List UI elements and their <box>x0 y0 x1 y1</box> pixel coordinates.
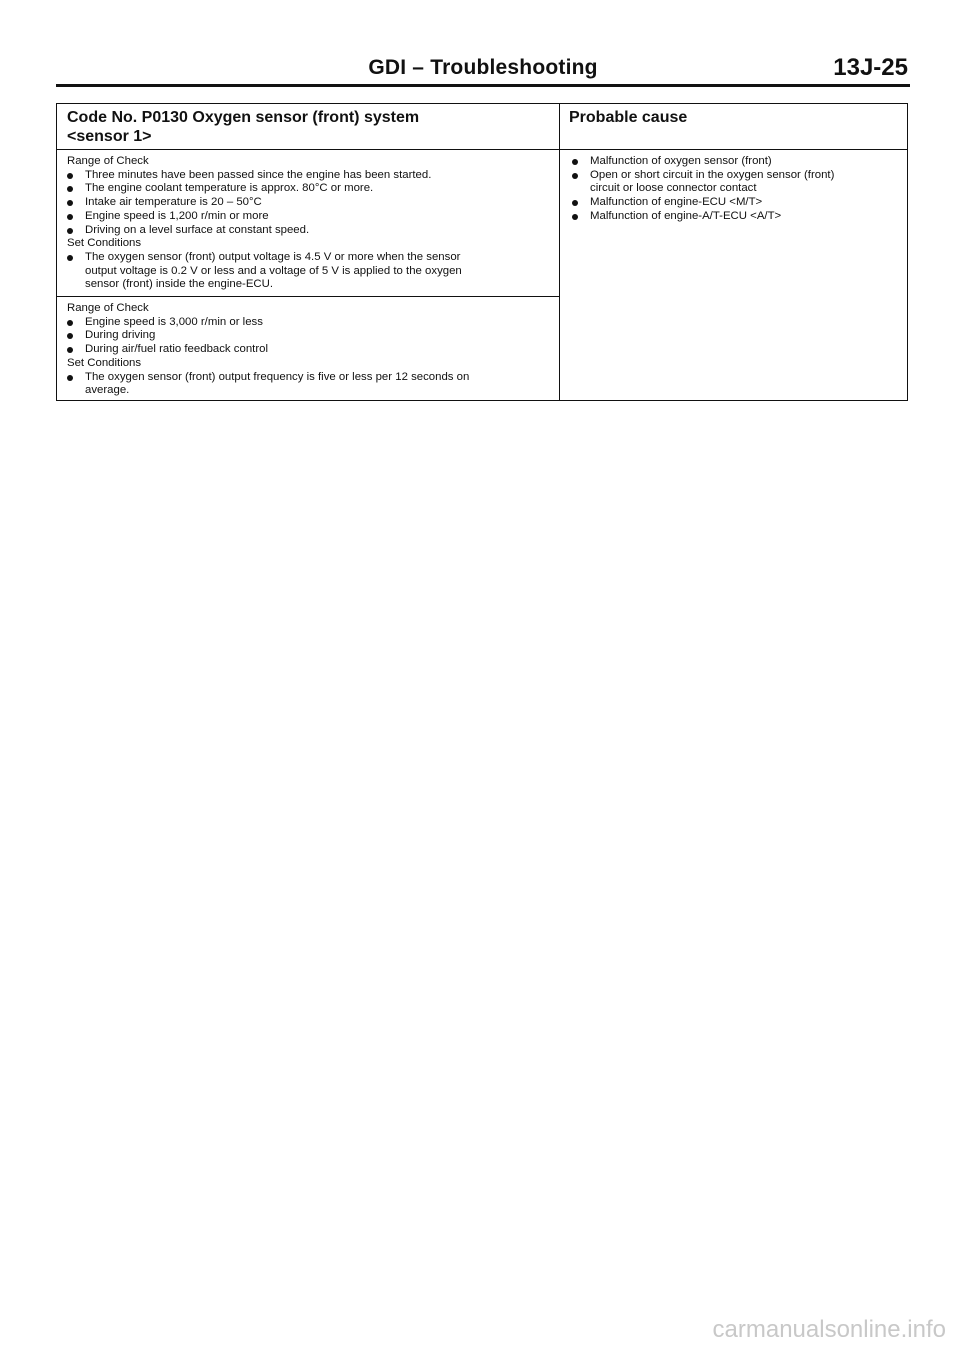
section-divider <box>57 296 559 297</box>
bullet-icon <box>67 320 73 326</box>
bullet-icon <box>67 173 73 179</box>
range-of-check-label: Range of Check <box>67 302 149 314</box>
list-item: The oxygen sensor (front) output frequency is five or less per 12 seconds on <box>67 371 553 385</box>
check-block-2 <box>67 302 553 398</box>
watermark: carmanualsonline.info <box>712 1316 946 1343</box>
bullet-icon <box>67 333 73 339</box>
probable-cause-heading: Probable cause <box>569 109 688 126</box>
bullet-icon <box>572 173 578 179</box>
list-item: The engine coolant temperature is approx. 80°C or more. <box>67 182 553 196</box>
probable-causes-list <box>572 155 902 224</box>
list-item: The oxygen sensor (front) output voltage is 4.5 V or more when the sensor <box>67 251 553 265</box>
check-block-1 <box>67 155 553 292</box>
bullet-icon <box>67 375 73 381</box>
list-item: Intake air temperature is 20 – 50°C <box>67 196 553 210</box>
list-item: Engine speed is 1,200 r/min or more <box>67 210 553 224</box>
bullet-icon <box>572 214 578 220</box>
bullet-icon <box>572 200 578 206</box>
page-number: 13J-25 <box>833 54 908 81</box>
code-heading-title: Code No. P0130 Oxygen sensor (front) system <box>67 109 420 126</box>
page-title: GDI – Troubleshooting <box>368 56 598 79</box>
range-of-check-label: Range of Check <box>67 155 149 167</box>
bullet-icon <box>67 347 73 353</box>
bullet-icon <box>572 159 578 165</box>
list-item-continuation: circuit or loose connector contact <box>590 182 757 195</box>
list-item: Malfunction of engine-ECU <M/T> <box>572 196 902 210</box>
list-item: During air/fuel ratio feedback control <box>67 343 553 357</box>
list-item: Three minutes have been passed since the engine has been started. <box>67 169 553 183</box>
bullet-icon <box>67 186 73 192</box>
set-conditions-label: Set Conditions <box>67 356 142 369</box>
list-item: Malfunction of engine-A/T-ECU <A/T> <box>572 210 902 224</box>
code-heading-subtitle: <sensor 1> <box>67 128 152 145</box>
page-header <box>56 54 910 87</box>
code-heading <box>67 108 547 146</box>
set-conditions-label: Set Conditions <box>67 237 142 250</box>
list-item: Open or short circuit in the oxygen sensor (front) <box>572 169 902 183</box>
header-divider <box>57 149 907 150</box>
list-item-continuation: output voltage is 0.2 V or less and a voltage of 5 V is applied to the oxygen <box>85 264 462 277</box>
bullet-icon <box>67 255 73 261</box>
diagnostic-table <box>56 103 908 401</box>
list-item: During driving <box>67 329 553 343</box>
list-item: Driving on a level surface at constant speed. <box>67 224 553 238</box>
list-item-continuation: sensor (front) inside the engine-ECU. <box>85 278 274 291</box>
list-item-continuation: average. <box>85 384 130 397</box>
list-item: Engine speed is 3,000 r/min or less <box>67 316 553 330</box>
bullet-icon <box>67 228 73 234</box>
bullet-icon <box>67 200 73 206</box>
bullet-icon <box>67 214 73 220</box>
list-item: Malfunction of oxygen sensor (front) <box>572 155 902 169</box>
